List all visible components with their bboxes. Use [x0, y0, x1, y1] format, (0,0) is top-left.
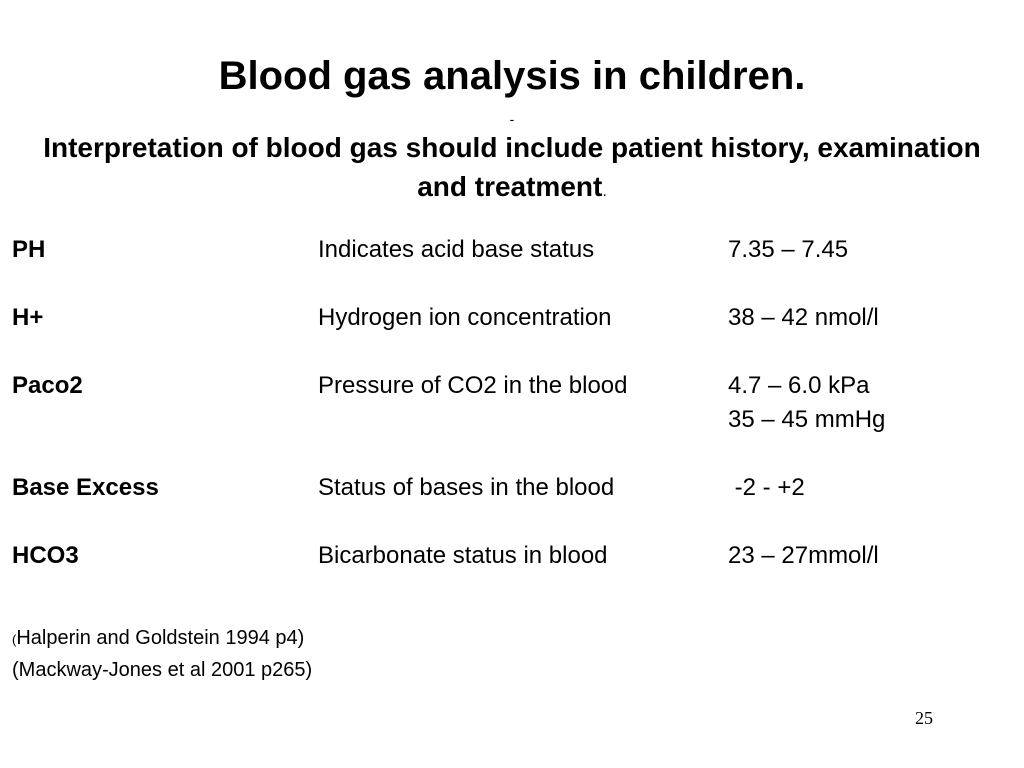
param-normal-range: 7.35 – 7.45 [728, 236, 849, 263]
param-normal-range: 38 – 42 nmol/l [728, 304, 879, 331]
row-spacer [12, 335, 1012, 369]
param-description: Status of bases in the blood [318, 474, 615, 501]
param-name: Paco2 [12, 372, 83, 399]
table-row [12, 471, 1012, 505]
param-normal-range: -2 - +2 [728, 474, 805, 501]
param-name: PH [12, 236, 46, 263]
subtitle-period: . [602, 183, 607, 200]
reference-1-open-paren: ( [12, 632, 17, 647]
param-name: HCO3 [12, 542, 79, 569]
param-name: Base Excess [12, 474, 159, 501]
title-separator-dash: - [509, 111, 515, 127]
slide-title: Blood gas analysis in children. [218, 54, 806, 98]
table-row [12, 539, 1012, 573]
param-description: Indicates acid base status [318, 236, 595, 263]
param-normal-range: 4.7 – 6.0 kPa [728, 372, 870, 399]
table-row [12, 233, 1012, 267]
reference-2: (Mackway-Jones et al 2001 p265) [12, 659, 313, 681]
references [12, 623, 312, 685]
param-description: Hydrogen ion concentration [318, 304, 612, 331]
param-description: Bicarbonate status in blood [318, 542, 608, 569]
subtitle-text: Interpretation of blood gas should include patient history, examination and treatment [43, 132, 981, 202]
row-spacer [12, 267, 1012, 301]
slide-subtitle [20, 128, 1004, 211]
param-description: Pressure of CO2 in the blood [318, 372, 628, 399]
table-row [12, 301, 1012, 335]
blood-gas-table [12, 233, 1012, 573]
row-spacer [12, 437, 1012, 471]
row-spacer [12, 505, 1012, 539]
param-normal-range: 23 – 27mmol/l [728, 542, 879, 569]
param-name: H+ [12, 304, 44, 331]
table-row [12, 369, 1012, 403]
param-normal-range-alt: 35 – 45 mmHg [728, 406, 886, 433]
page-number: 25 [915, 708, 933, 728]
reference-1-text: Halperin and Goldstein 1994 p4) [16, 627, 305, 649]
reference-1 [12, 623, 312, 655]
table-row-continued [12, 403, 1012, 437]
